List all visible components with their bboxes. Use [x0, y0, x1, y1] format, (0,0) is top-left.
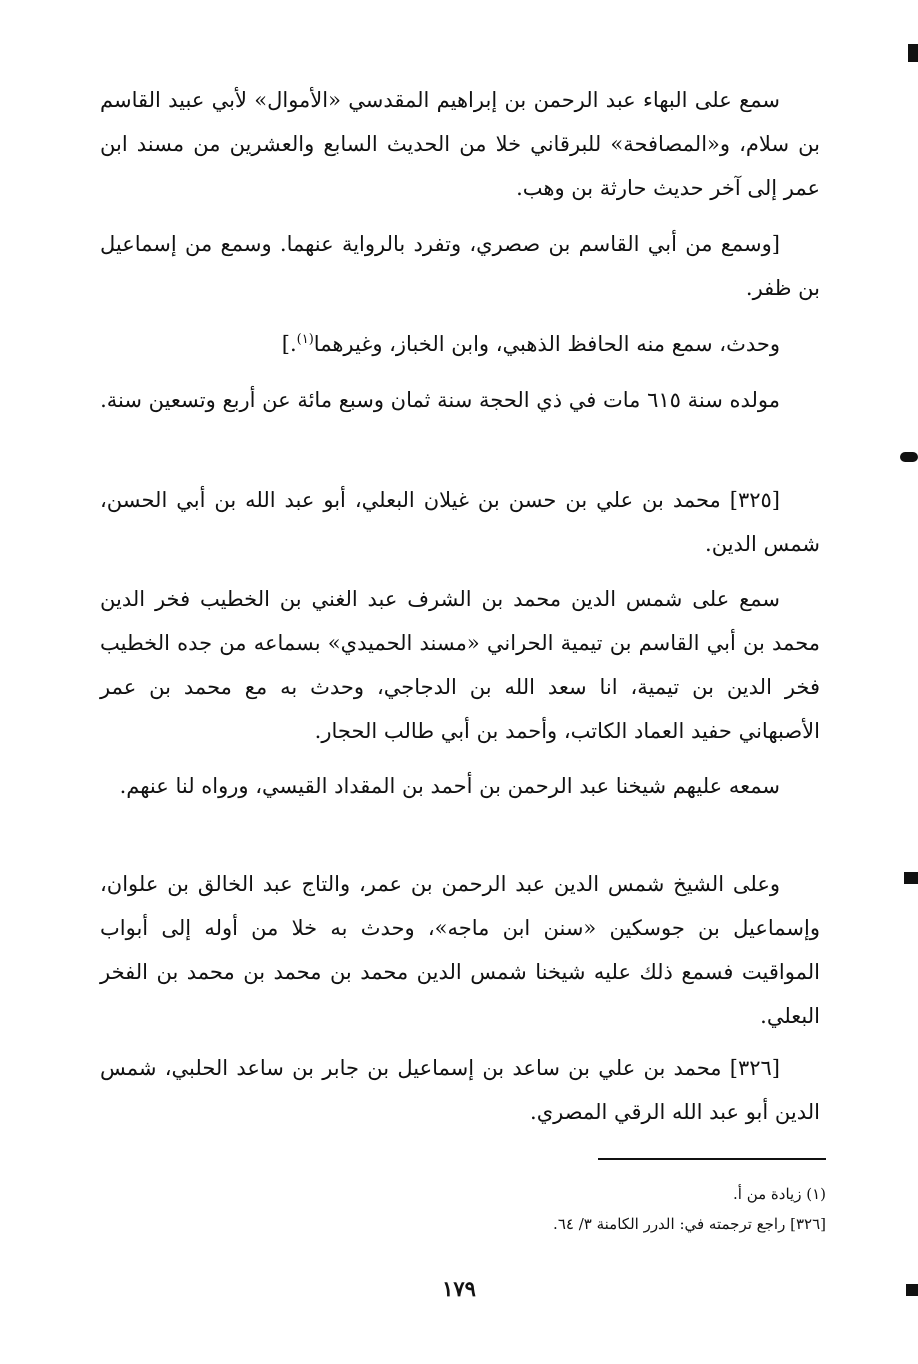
bracket-close: .] — [281, 332, 297, 356]
scan-edge-mark — [906, 1284, 918, 1296]
footnote-reference-1: (١) — [296, 332, 314, 347]
footnote-2: [٣٢٦] راجع ترجمته في: الدرر الكامنة ٣/ ٦٤. — [553, 1215, 826, 1233]
paragraph-6: سمع على شمس الدين محمد بن الشرف عبد الغني بن الخطيب فخر الدين محمد بن أبي القاسم بن تيمية الحراني «مسند الحميدي» بسماعه من جده الخطيب فخر الدين بن تيمية، انا سعد الله بن الدجاجي، وحدث به مع محمد بن عمر الأصبهاني حفيد العماد الكاتب، وأحمد بن أبي طالب الحجار. — [100, 587, 820, 743]
entry-325-heading: [٣٢٥] محمد بن علي بن حسن بن غيلان البعلي، أبو عبد الله بن أبي الحسن، شمس الدين. — [100, 488, 820, 556]
scan-edge-mark — [904, 872, 918, 884]
paragraph-7: سمعه عليهم شيخنا عبد الرحمن بن أحمد بن المقداد القيسي، ورواه لنا عنهم. — [119, 774, 780, 798]
paragraph-8: وعلى الشيخ شمس الدين عبد الرحمن بن عمر، والتاج عبد الخالق بن علوان، وإسماعيل بن جوسكين «سنن ابن ماجه»، وحدث به خلا من أوله إلى أبواب المواقيت فسمع ذلك عليه شيخنا شمس الدين محمد بن محمد بن محمد بن الفخر البعلي. — [100, 872, 820, 1028]
scan-edge-mark — [900, 452, 918, 462]
footnote-divider — [598, 1158, 826, 1160]
paragraph-3 — [100, 322, 820, 366]
paragraph-3-text: وحدث، سمع منه الحافظ الذهبي، وابن الخباز، وغيرهما — [313, 332, 780, 356]
footnote-1: (١) زيادة من أ. — [733, 1185, 826, 1203]
paragraph-1: سمع على البهاء عبد الرحمن بن إبراهيم المقدسي «الأموال» لأبي عبيد القاسم بن سلام، و«المصافحة» للبرقاني خلا من الحديث السابع والعشرين من مسند ابن عمر إلى آخر حديث حارثة بن وهب. — [100, 88, 820, 200]
scan-edge-mark — [908, 44, 918, 62]
entry-326-heading: [٣٢٦] محمد بن علي بن ساعد بن إسماعيل بن جابر بن ساعد الحلبي، شمس الدين أبو عبد الله الرقي المصري. — [100, 1056, 820, 1124]
page-number: ١٧٩ — [442, 1276, 476, 1301]
paragraph-2: [وسمع من أبي القاسم بن صصري، وتفرد بالرواية عنهما. وسمع من إسماعيل بن ظفر. — [100, 232, 820, 300]
paragraph-4: مولده سنة ٦١٥ مات في ذي الحجة سنة ثمان وسبع مائة عن أربع وتسعين سنة. — [100, 388, 780, 412]
